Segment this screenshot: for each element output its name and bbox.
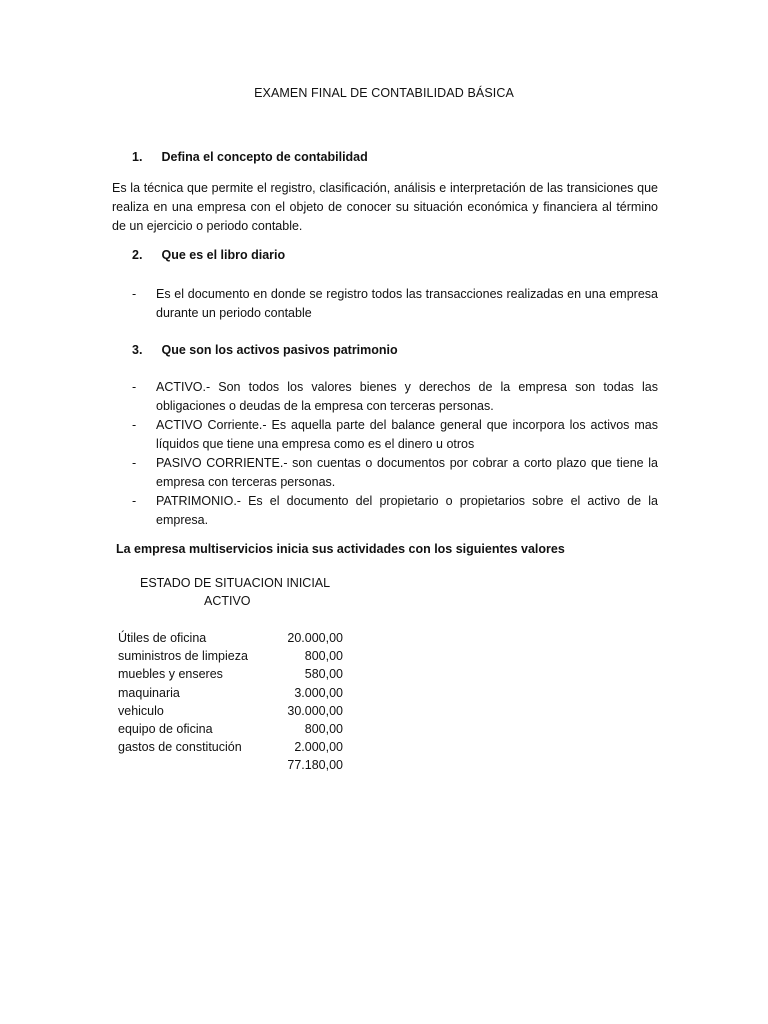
row-label: vehiculo xyxy=(118,703,164,718)
bullet-dash: - xyxy=(132,418,137,432)
row-value: 800,00 xyxy=(304,649,343,664)
table-row xyxy=(118,720,343,738)
row-label: gastos de constitución xyxy=(118,740,242,755)
bullet-dash: - xyxy=(132,380,137,394)
table-row xyxy=(118,665,343,683)
asset-table xyxy=(118,629,343,775)
table-row xyxy=(118,629,343,647)
question-2-text: Que es el libro diario xyxy=(161,248,286,262)
question-3 xyxy=(132,343,398,357)
bullet-text: PATRIMONIO.- Es el documento del propietario o propietarios sobre el activo de la empresa. xyxy=(156,494,658,527)
bullet-text: ACTIVO.- Son todos los valores bienes y derechos de la empresa son todas las obligaciones o deudas de la empresa con terceras personas. xyxy=(156,380,658,413)
row-value: 30.000,00 xyxy=(287,703,343,718)
question-2 xyxy=(132,248,285,262)
row-value: 800,00 xyxy=(304,721,343,736)
row-label: muebles y enseres xyxy=(118,667,223,682)
table-total-row xyxy=(118,756,343,774)
bullet-dash: - xyxy=(132,287,137,301)
question-1-text: Defina el concepto de contabilidad xyxy=(161,150,368,164)
question-3-number: 3. xyxy=(132,343,143,357)
table-row xyxy=(118,684,343,702)
bullet-text: Es el documento en donde se registro todos las transacciones realizadas en una empresa durante un periodo contable xyxy=(156,287,658,320)
bullet-dash: - xyxy=(132,494,137,508)
table-row xyxy=(118,647,343,665)
answer-1: Es la técnica que permite el registro, clasificación, análisis e interpretación de las transiciones que realiza en una empresa con el objeto de conocer su situación económica y financiera al término de un ejercicio o periodo contable. xyxy=(112,181,658,233)
answer-2-bullet xyxy=(132,285,658,323)
row-label: maquinaria xyxy=(118,685,180,700)
row-label: Útiles de oficina xyxy=(118,631,207,645)
row-value: 20.000,00 xyxy=(287,631,343,645)
table-subtitle: ACTIVO xyxy=(204,594,251,608)
answer-3-bullet-pasivo-corriente xyxy=(132,454,658,492)
answer-3-bullet-activo xyxy=(132,378,658,416)
question-3-text: Que son los activos pasivos patrimonio xyxy=(161,343,398,357)
question-1-number: 1. xyxy=(132,150,143,164)
table-row xyxy=(118,738,343,756)
answer-3-bullet-patrimonio xyxy=(132,492,658,530)
question-1 xyxy=(132,150,368,164)
bullet-text: PASIVO CORRIENTE.- son cuentas o documentos por cobrar a corto plazo que tiene la empresa con terceras personas. xyxy=(156,456,658,489)
table-total: 77.180,00 xyxy=(287,758,343,773)
bullet-text: ACTIVO Corriente.- Es aquella parte del balance general que incorpora los activos mas líquidos que tiene una empresa como es el dinero u otros xyxy=(156,418,658,451)
row-label: suministros de limpieza xyxy=(118,649,248,664)
table-row xyxy=(118,702,343,720)
exam-title: EXAMEN FINAL DE CONTABILIDAD BÁSICA xyxy=(254,86,514,100)
question-2-number: 2. xyxy=(132,248,143,262)
bullet-dash: - xyxy=(132,456,137,470)
table-title: ESTADO DE SITUACION INICIAL xyxy=(140,576,331,590)
row-value: 580,00 xyxy=(304,667,343,682)
row-value: 3.000,00 xyxy=(294,685,343,700)
intro-statement: La empresa multiservicios inicia sus actividades con los siguientes valores xyxy=(116,542,565,556)
row-label: equipo de oficina xyxy=(118,721,213,736)
answer-3-bullet-activo-corriente xyxy=(132,416,658,454)
row-value: 2.000,00 xyxy=(294,740,343,755)
